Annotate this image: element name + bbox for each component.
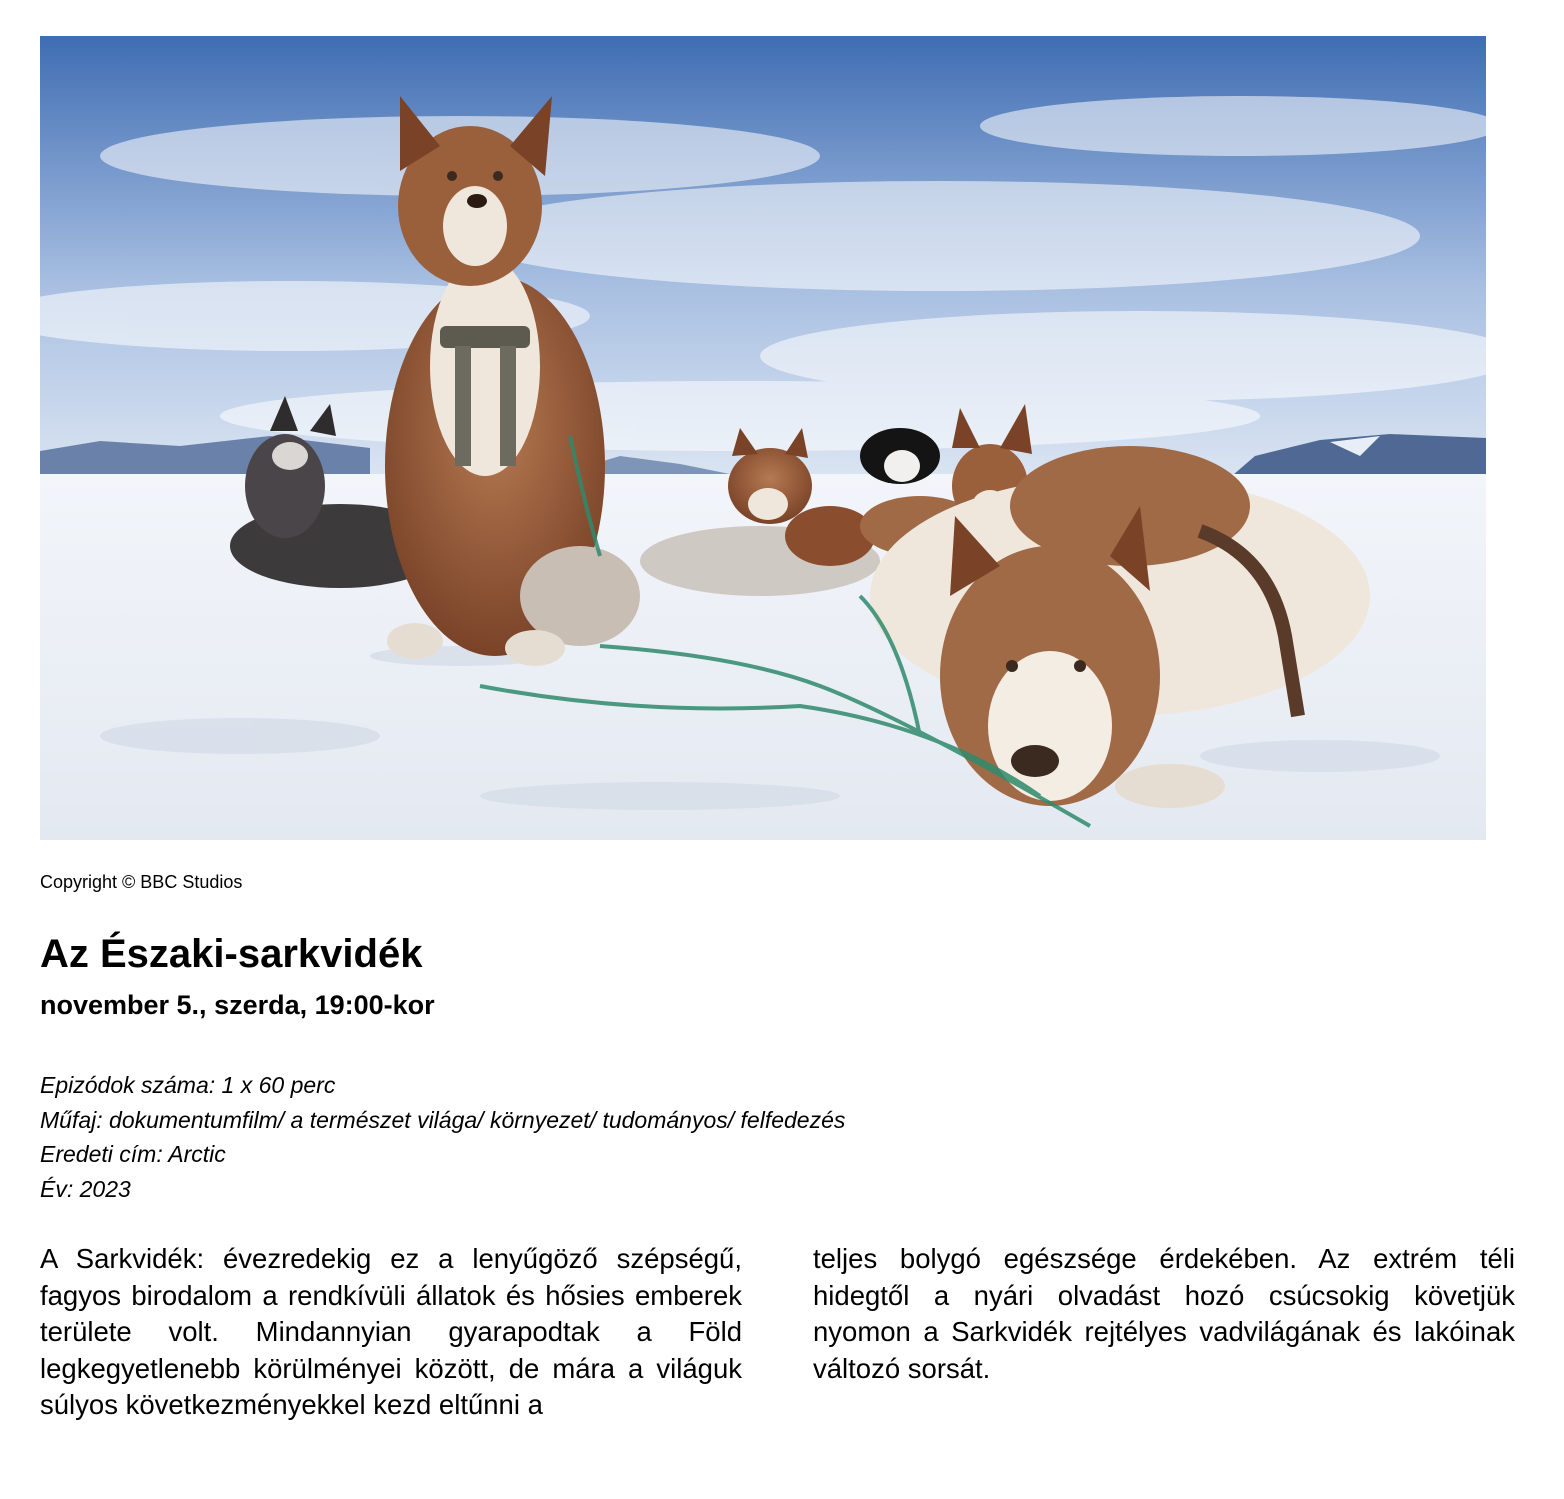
episode-count: Epizódok száma: 1 x 60 perc — [40, 1072, 336, 1098]
photo-copyright: Copyright © BBC Studios — [40, 872, 243, 892]
hero-photo — [40, 36, 1486, 840]
program-details — [40, 1068, 845, 1206]
broadcast-datetime: november 5., szerda, 19:00-kor — [40, 990, 435, 1020]
genre: Műfaj: dokumentumfilm/ a természet világa/ környezet/ tudományos/ felfedezés — [40, 1106, 846, 1133]
description-column-right: teljes bolygó egészsége érdekében. Az extrém téli hidegtől a nyári olvadást hozó csúcsokig követjük nyomon a Sarkvidék rejtélyes vadvilágának és lakóinak változó sorsát. — [813, 1243, 1515, 1384]
page-title: Az Északi-sarkvidék — [40, 932, 423, 976]
description-column-left: A Sarkvidék: évezredekig ez a lenyűgöző szépségű, fagyos birodalom a rendkívüli állatok és hősies emberek területe volt. Mindannyian gyarapodtak a Föld legkegyetlenebb körülményei között, de mára a világuk súlyos következményekkel kezd eltűnni a — [40, 1243, 742, 1420]
original-title: Eredeti cím: Arctic — [40, 1141, 226, 1167]
year: Év: 2023 — [40, 1175, 131, 1202]
sled-dogs-illustration — [40, 36, 1486, 840]
